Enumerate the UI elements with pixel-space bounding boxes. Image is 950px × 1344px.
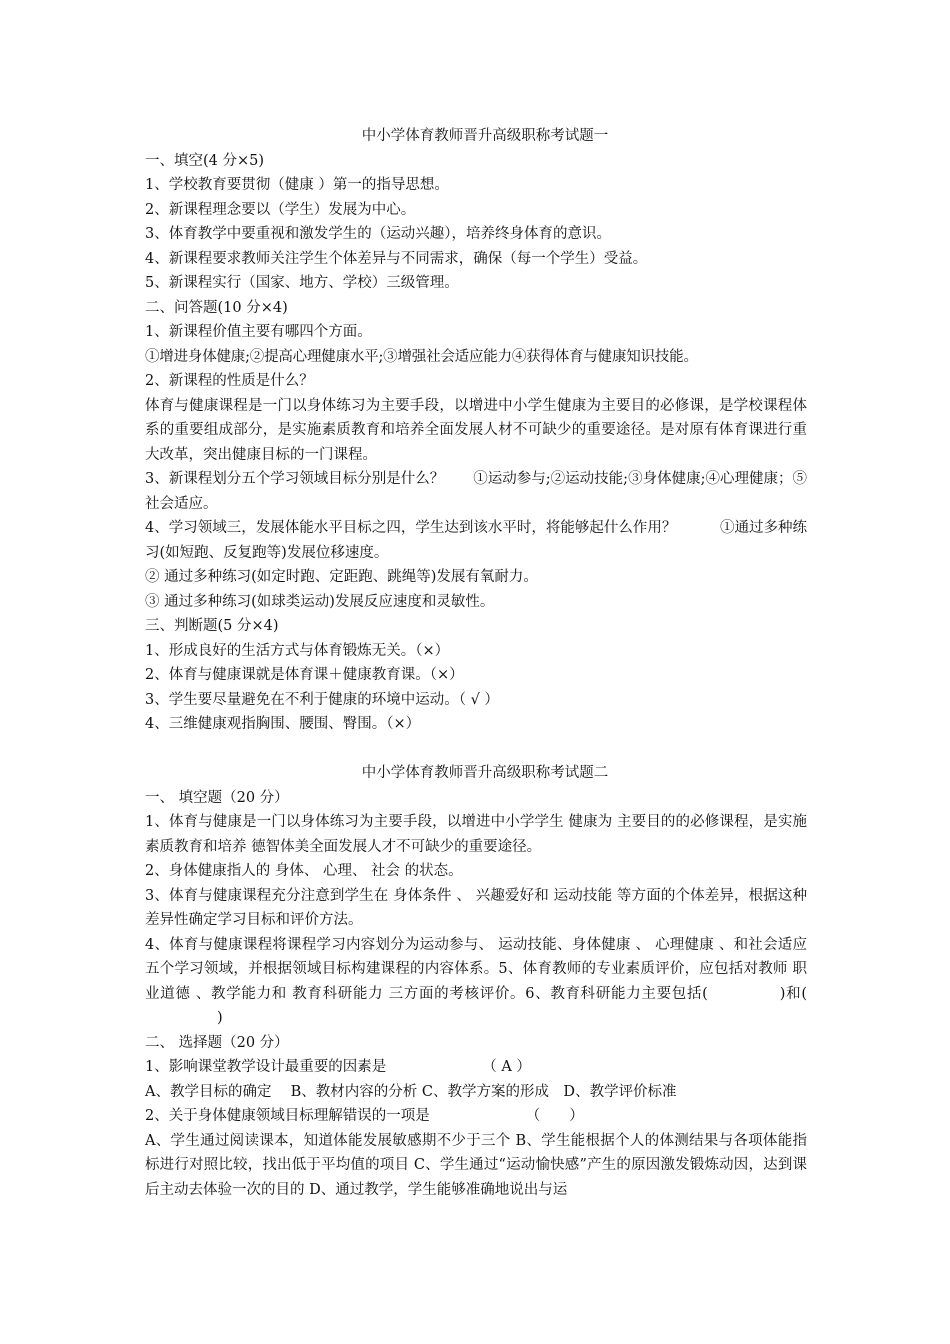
exam1-section3-heading: 三、判断题(5 分×4) [145,618,279,634]
exam1-judge-q1: 1、形成良好的生活方式与体育锻炼无关。（×） [145,642,450,659]
exam2-section2-heading: 二、 选择题（20 分） [145,1034,289,1051]
exam1-qa-a2: 体育与健康课程是一门以身体练习为主要手段，以增进中小学生健康为主要目的必修课，是学校课程体系的重要组成部分，是实施素质教育和培养全面发展人材不可缺少的重要途径。是对原有体育课进行重大改革，突出健康目标的一门课程。 [145,397,807,463]
section-spacer [145,737,807,762]
exam2-choice-q2-text: 2、关于身体健康领域目标理解错误的一项是 [145,1108,430,1124]
exam1-section2-heading: 二、问答题(10 分×4) [145,299,288,316]
exam1-fill-q5: 5、新课程实行（国家、地方、学校）三级管理。 [145,275,459,291]
exam1-judge-q3: 3、学生要尽量避免在不利于健康的环境中运动。（ √ ） [145,691,499,708]
exam1-qa-a4-item3: ③ 通过多种练习(如球类运动)发展反应速度和灵敏性。 [145,593,495,610]
exam2-choice-q1-answer: （ A ） [482,1059,531,1075]
exam2-choice-q1-options: A、教学目标的确定 B、教材内容的分析 C、教学方案的形成 D、教学评价标准 [145,1083,677,1100]
exam2-fill-q1: 1、体育与健康是一门以身体练习为主要手段，以增进中小学学生 健康为 主要目的的必修课程，是实施 素质教育和培养 德智体美全面发展人才不可缺少的重要途径。 [145,814,807,855]
exam2-choice-q1 [145,1055,807,1080]
exam2-fill-q4-text: 4、体育与健康课程将课程学习内容划分为运动参与、 运动技能、身体健康 、 心理健康 、和社会适应五个学习领域，并根据领域目标构建课程的内容体系。5、体育教师的专业素质评价，应包括对教师 职业道德 、教学能力和 教育科研能力 三方面的考核评价。6、教育科研能力主要包括( [145,936,807,1002]
exam1-judge-q4: 4、三维健康观指胸围、腰围、臀围。（×） [145,716,421,732]
exam1-qa-a1: ①增进身体健康;②提高心理健康水平;③增强社会适应能力④获得体育与健康知识技能。 [145,348,698,365]
exam1-fill-q3: 3、体育教学中要重视和激发学生的（运动兴趣），培养终身体育的意识。 [145,226,611,242]
exam2-fill-q4 [145,933,807,1031]
exam1-qa-q2: 2、新课程的性质是什么？ [145,373,314,389]
exam1-section1-heading: 一、填空(4 分×5) [145,152,265,169]
exam2-fill-q3: 3、体育与健康课程充分注意到学生在 身体条件 、 兴趣爱好和 运动技能 等方面的个体差异，根据这种差异性确定学习目标和评价方法。 [145,887,807,928]
document-page [145,124,807,1202]
exam1-fill-q2: 2、新课程理念要以（学生）发展为中心。 [145,201,416,218]
exam1-qa-q1: 1、新课程价值主要有哪四个方面。 [145,324,372,340]
exam2-choice-q1-text: 1、影响课堂教学设计最重要的因素是 [145,1059,387,1075]
exam1-qa-q4: 4、学习领域三，发展体能水平目标之四，学生达到该水平时，将能够起什么作用？ ①通过多种练习(如短跑、反复跑等)发展位移速度。 [145,520,807,561]
exam1-qa-a4-item2: ② 通过多种练习(如定时跑、定距跑、跳绳等)发展有氧耐力。 [145,569,538,585]
exam2-fill-q4-end: ) [217,1010,223,1026]
exam1-judge-q2: 2、体育与健康课就是体育课＋健康教育课。（×） [145,667,464,683]
exam2-section1-heading: 一、 填空题（20 分） [145,789,289,806]
exam1-qa-q3: 3、新课程划分五个学习领域目标分别是什么？ ①运动参与;②运动技能;③身体健康;④心理健康；⑤社会适应。 [145,471,807,512]
exam2-fill-q2: 2、身体健康指人的 身体、 心理、 社会 的状态。 [145,863,463,879]
exam2-fill-q4-mid: )和( [779,985,807,1002]
exam2-title: 中小学体育教师晋升高级职称考试题二 [361,765,609,781]
exam1-fill-q4: 4、新课程要求教师关注学生个体差异与不同需求，确保（每一个学生）受益。 [145,250,648,267]
exam2-choice-q2 [145,1104,807,1129]
exam1-fill-q1: 1、学校教育要贯彻（健康 ）第一的指导思想。 [145,177,449,193]
exam2-choice-q2-options: A、学生通过阅读课本，知道体能发展敏感期不少于三个 B、学生能根据个人的体测结果与各项体能指标进行对照比较，找出低于平均值的项目 C、学生通过“运动愉快感”产生的原因激发锻炼动因，达到课后主动去体验一次的目的 D、通过教学，学生能够准确地说出与运 [145,1132,807,1198]
exam1-title: 中小学体育教师晋升高级职称考试题一 [361,128,609,144]
exam2-choice-q2-answer: （ ） [525,1108,584,1124]
